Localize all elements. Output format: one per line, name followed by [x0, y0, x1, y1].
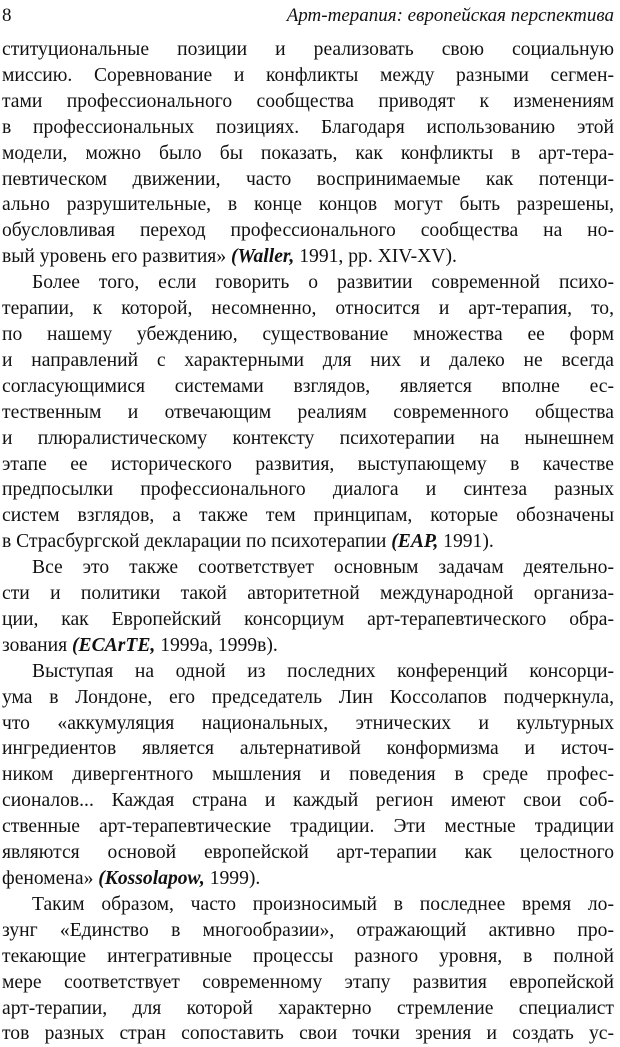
text-run: зования — [2, 634, 72, 656]
paragraph — [2, 270, 614, 555]
text-run: вый уровень его развития» — [2, 246, 232, 268]
text-line — [2, 633, 614, 659]
text-run: сти и политики такой авторитетной международной организа- — [2, 583, 614, 605]
text-run: Более того, если говорить о развитии современной психо- — [32, 272, 614, 294]
text-run: Таким образом, часто произносимый в последнее время ло- — [32, 893, 614, 915]
citation-author: (Waller, — [231, 246, 295, 268]
text-line — [2, 296, 614, 322]
text-run: 1991, pp. XIV-XV). — [294, 246, 457, 268]
text-line — [2, 581, 614, 607]
text-run: текающие интегративные процессы разного уровня, в полной — [2, 945, 614, 967]
text-line — [2, 192, 614, 218]
text-run: модели, можно было бы показать, как конфликты в арт-тера- — [2, 142, 614, 164]
text-run: мере соответствует современному этапу развития европейской — [2, 971, 614, 993]
text-line — [2, 400, 614, 426]
text-line — [2, 218, 614, 244]
text-line — [2, 270, 614, 296]
citation-author: (Kossolapow, — [98, 868, 205, 889]
text-run: сионалов... Каждая страна и каждый регион имеют свои соб- — [2, 790, 614, 812]
text-run: в Страсбургской декларации по психотерапии — [2, 531, 392, 553]
text-line — [2, 1021, 614, 1047]
running-title: Арт-терапия: европейская перспектива — [286, 5, 614, 26]
text-line — [2, 63, 614, 89]
text-run: миссию. Соревнование и конфликты между разными сегмен- — [2, 64, 614, 86]
paragraph — [2, 555, 614, 659]
text-run: в профессиональных позициях. Благодаря использованию этой — [2, 116, 614, 138]
paragraph — [2, 659, 614, 892]
text-line — [2, 452, 614, 478]
text-line — [2, 115, 614, 141]
text-run: и плюралистическому контексту психотерапии на нынешнем — [2, 427, 614, 449]
text-line — [2, 503, 614, 529]
text-run: ально разрушительные, в конце концов могут быть разрешены, — [2, 194, 614, 216]
text-run: зунг «Единство в многообразии», отражающий активно про- — [2, 919, 614, 941]
text-line — [2, 866, 614, 892]
text-line — [2, 970, 614, 996]
text-run: обусловливая переход профессионального сообщества на но- — [2, 220, 614, 242]
text-run: ции, как Европейский консорциум арт-терапевтического обра- — [2, 608, 614, 630]
text-line — [2, 892, 614, 918]
text-run: предпосылки профессионального диалога и синтеза разных — [2, 479, 614, 501]
text-line — [2, 685, 614, 711]
text-run: ингредиентов является альтернативой конформизма и источ- — [2, 738, 614, 760]
text-run: феномена» — [2, 868, 99, 889]
text-line — [2, 840, 614, 866]
text-run: тественным и отвечающим реалиям современного общества — [2, 401, 614, 423]
text-run: 1999a, 1999в). — [155, 634, 278, 656]
text-line — [2, 529, 614, 555]
text-line — [2, 322, 614, 348]
text-run: 1999). — [204, 868, 261, 889]
text-line — [2, 659, 614, 685]
text-line — [2, 348, 614, 374]
text-line — [2, 711, 614, 737]
paragraph — [2, 37, 614, 270]
text-run: терапии, к которой, несомненно, относится и арт-терапия, то, — [2, 298, 614, 320]
text-line — [2, 426, 614, 452]
citation-author: (EAP, — [391, 531, 439, 553]
text-line — [2, 788, 614, 814]
text-line — [2, 141, 614, 167]
text-run: систем взглядов, а также тем принципам, которые обозначены — [2, 505, 614, 527]
text-run: являются основой европейской арт-терапии как целостного — [2, 842, 614, 864]
text-line — [2, 814, 614, 840]
text-run: и направлений с характерными для них и далеко не всегда — [2, 349, 614, 371]
text-run: певтическом движении, часто воспринимаемые как потенци- — [2, 168, 614, 190]
text-line — [2, 918, 614, 944]
text-body — [2, 37, 614, 1047]
text-run: Выступая на одной из последних конференций консорци- — [32, 660, 614, 682]
text-run: тов разных стран сопоставить свои точки зрения и создать ус- — [2, 1023, 614, 1045]
text-line — [2, 944, 614, 970]
text-line — [2, 762, 614, 788]
running-head — [2, 3, 614, 29]
text-run: Все это также соответствует основным задачам деятельно- — [32, 557, 614, 579]
text-line — [2, 477, 614, 503]
text-run: ума в Лондоне, его председатель Лин Коссолапов подчеркнула, — [2, 686, 614, 708]
text-run: арт-терапии, для которой характерно стремление специалист — [2, 997, 614, 1019]
text-run: 1991). — [438, 531, 494, 553]
text-run: ституциональные позиции и реализовать свою социальную — [2, 39, 614, 60]
text-run: этапе ее исторического развития, выступающему в качестве — [2, 453, 614, 475]
text-line — [2, 607, 614, 633]
text-line — [2, 555, 614, 581]
paragraph — [2, 892, 614, 1047]
text-line — [2, 996, 614, 1022]
citation-author: (ECArTE, — [72, 634, 156, 656]
text-run: по нашему убеждению, существование множества ее форм — [2, 323, 614, 345]
text-run: что «аккумуляция национальных, этнических и культурных — [2, 712, 614, 734]
text-line — [2, 736, 614, 762]
text-line — [2, 244, 614, 270]
text-run: тами профессионального сообщества приводят к изменениям — [2, 90, 614, 112]
text-line — [2, 374, 614, 400]
text-run: согласующимися системами взглядов, является вполне ес- — [2, 375, 614, 397]
page-number: 8 — [2, 5, 12, 26]
text-run: ственные арт-терапевтические традиции. Эти местные традиции — [2, 816, 614, 838]
text-line — [2, 37, 614, 63]
text-run: ником дивергентного мышления и поведения в среде профес- — [2, 764, 614, 786]
text-line — [2, 167, 614, 193]
text-line — [2, 89, 614, 115]
